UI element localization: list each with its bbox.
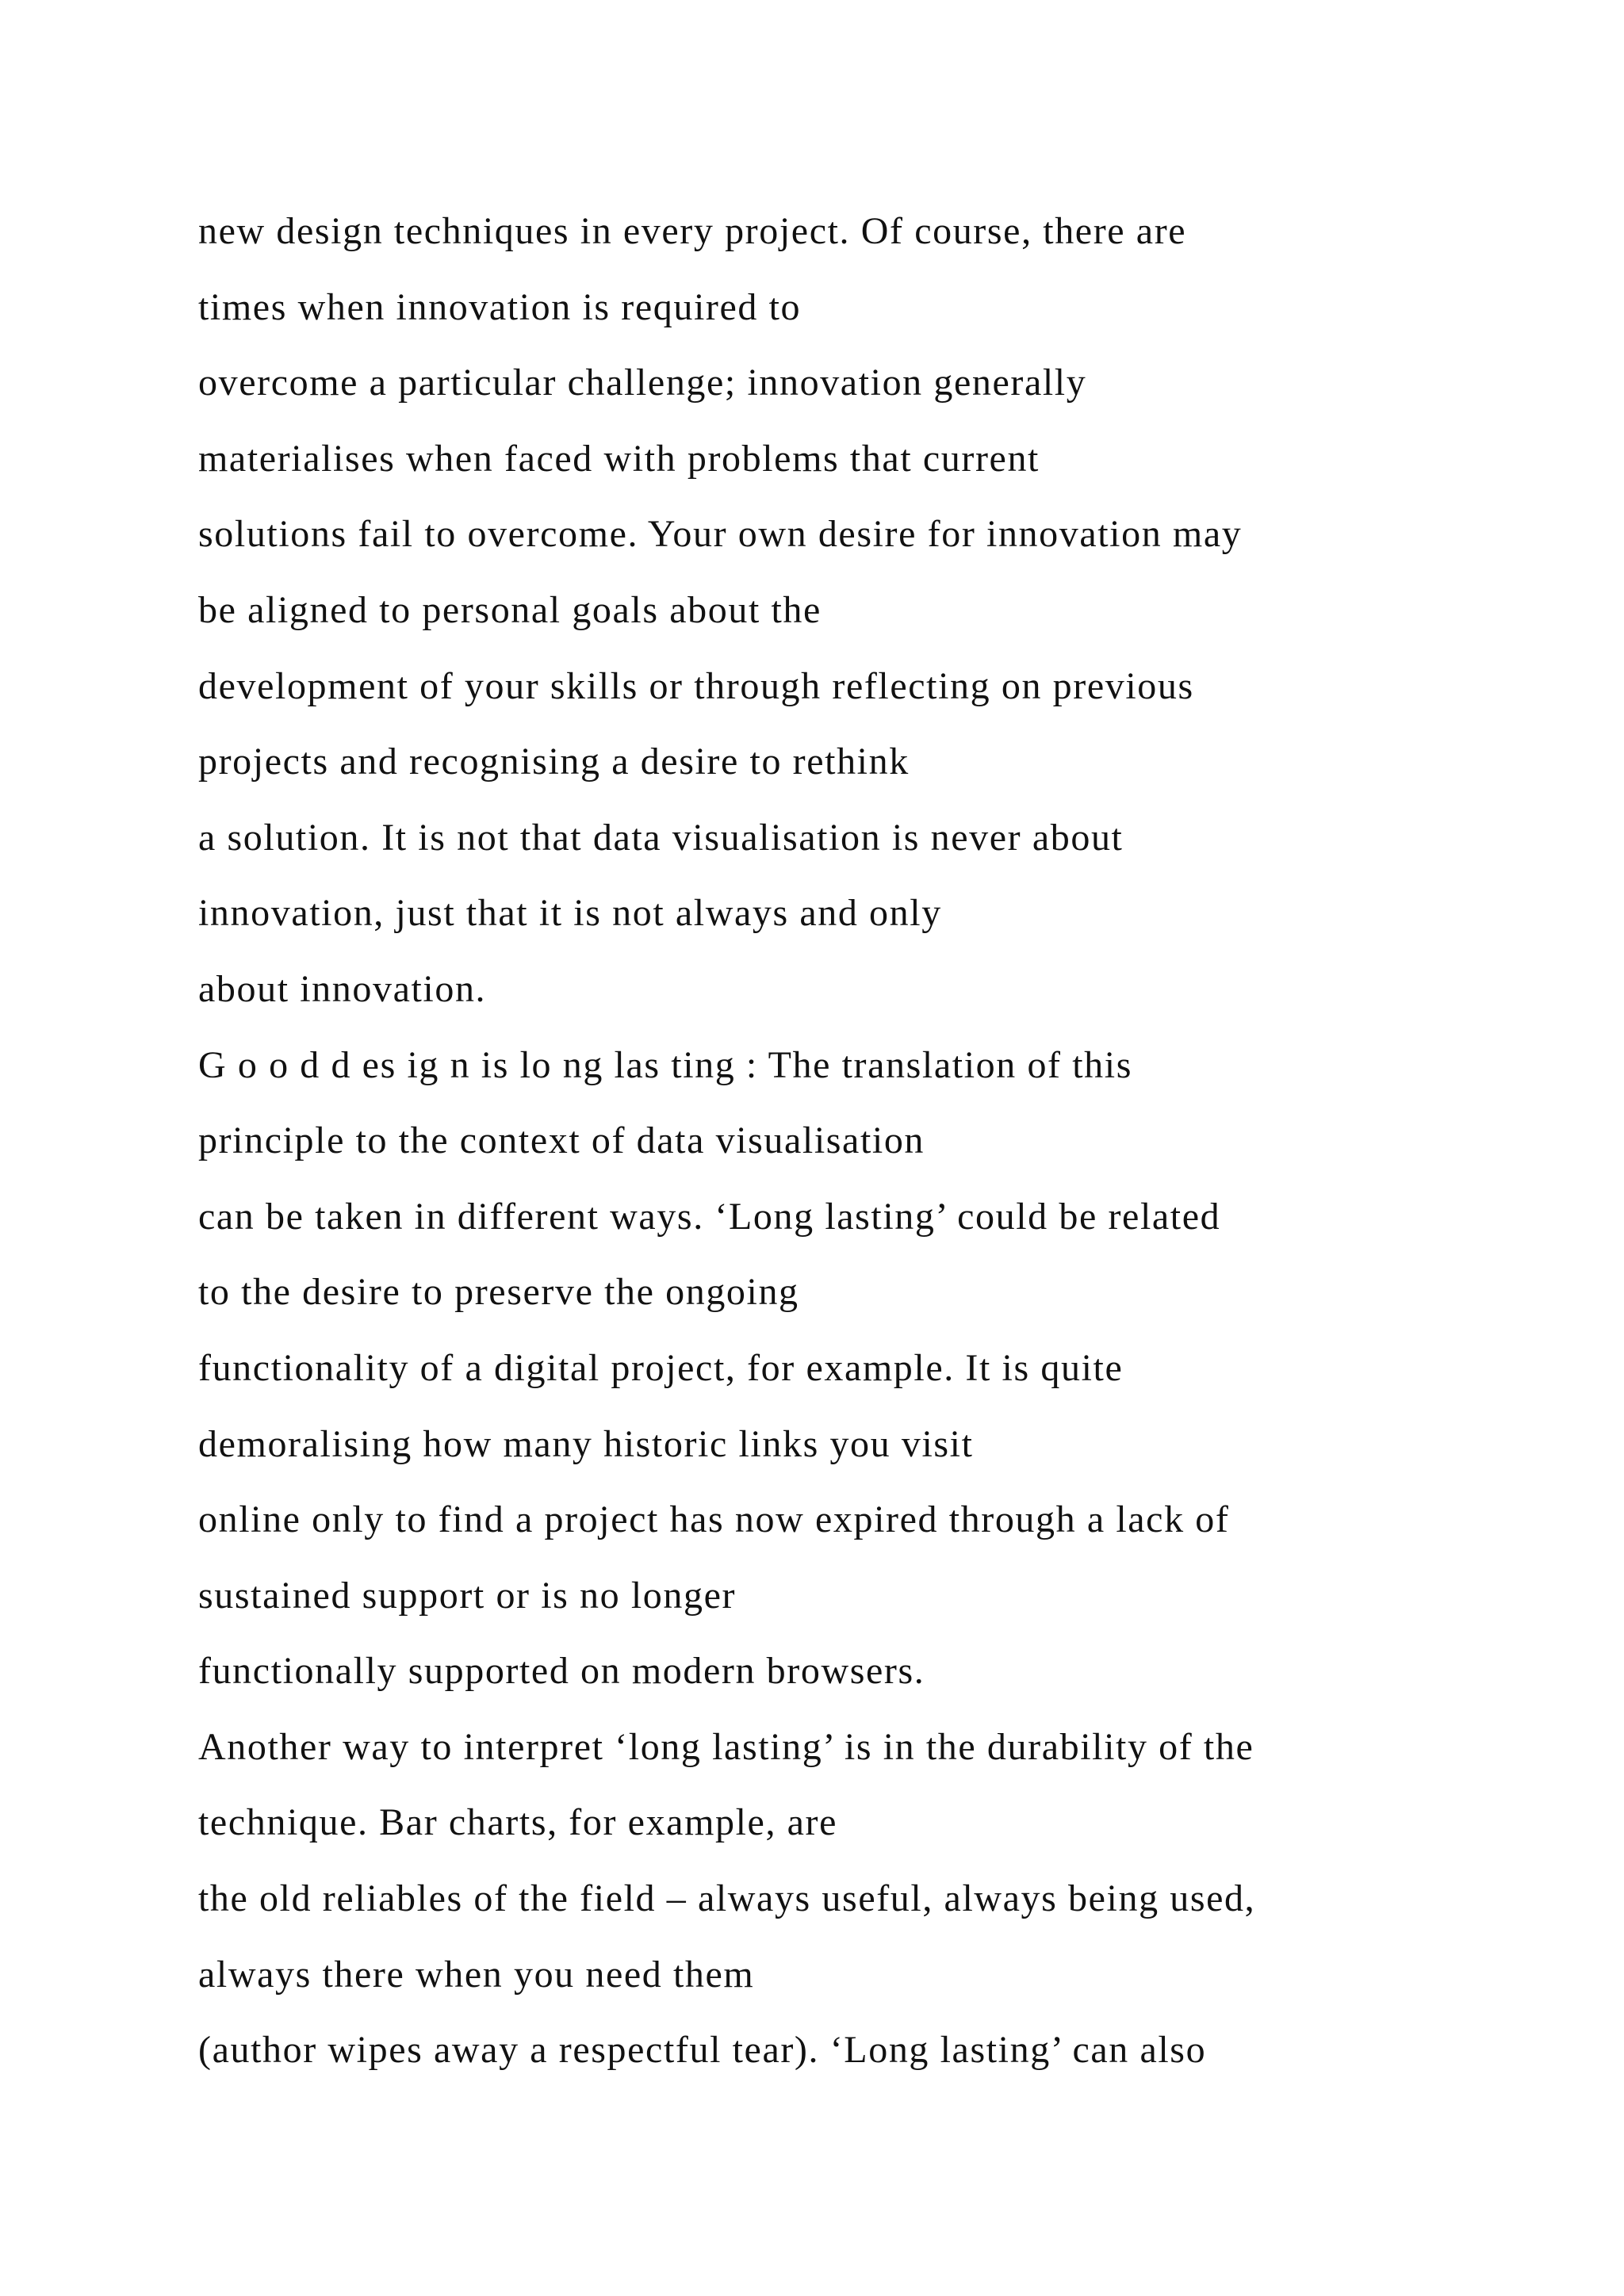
text-line: always there when you need them	[198, 1953, 755, 1996]
text-line: be aligned to personal goals about the	[198, 588, 822, 631]
text-line: overcome a particular challenge; innovation generally	[198, 362, 1087, 404]
text-line: new design techniques in every project. Of course, there are	[198, 210, 1187, 252]
text-line: can be taken in different ways. ‘Long lasting’ could be related	[198, 1195, 1221, 1238]
text-line: sustained support or is no longer	[198, 1574, 737, 1617]
text-line: innovation, just that it is not always and only	[198, 892, 942, 935]
section-heading-line: G o o d d es ig n is lo ng las ting : The translation of this	[198, 1043, 1132, 1086]
text-line: solutions fail to overcome. Your own desire for innovation may	[198, 513, 1243, 556]
text-line: about innovation.	[198, 967, 487, 1010]
text-line: to the desire to preserve the ongoing	[198, 1271, 799, 1314]
text-line: projects and recognising a desire to rethink	[198, 740, 910, 783]
text-line: a solution. It is not that data visualisation is never about	[198, 816, 1124, 859]
text-line: (author wipes away a respectful tear). ‘Long lasting’ can also	[198, 2029, 1207, 2072]
text-line: demoralising how many historic links you visit	[198, 1422, 974, 1465]
text-line: functionally supported on modern browsers.	[198, 1650, 925, 1693]
text-line: times when innovation is required to	[198, 285, 802, 328]
text-line: materialises when faced with problems that current	[198, 437, 1040, 480]
text-line: the old reliables of the field – always useful, always being used,	[198, 1877, 1256, 1920]
text-line: Another way to interpret ‘long lasting’ is in the durability of the	[198, 1725, 1254, 1768]
text-line: principle to the context of data visualisation	[198, 1119, 925, 1162]
text-line: online only to find a project has now expired through a lack of	[198, 1498, 1230, 1541]
text-line: development of your skills or through reflecting on previous	[198, 664, 1194, 707]
text-line: technique. Bar charts, for example, are	[198, 1801, 838, 1844]
body-text	[198, 193, 1530, 2088]
text-line: functionality of a digital project, for example. It is quite	[198, 1346, 1124, 1389]
